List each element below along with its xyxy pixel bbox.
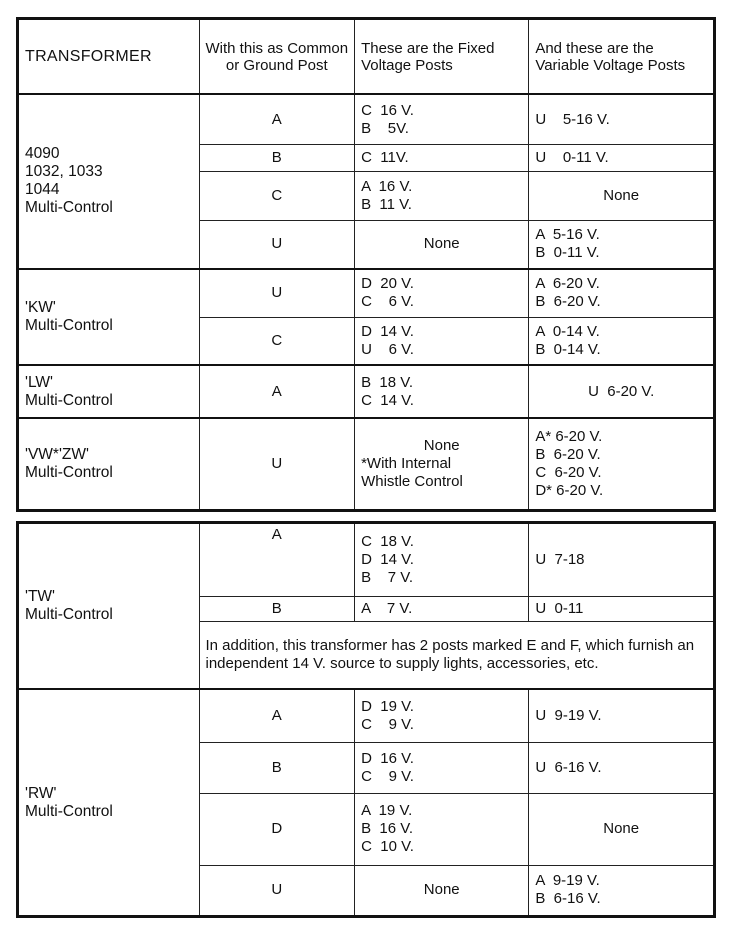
header-transformer: TRANSFORMER bbox=[18, 19, 200, 95]
table-row bbox=[18, 365, 715, 418]
transformer-name: 'VW*'ZW' Multi-Control bbox=[18, 418, 200, 511]
fixed-posts: None bbox=[355, 220, 529, 268]
table-row bbox=[18, 269, 715, 317]
table-row bbox=[18, 689, 715, 742]
transformer-note: In addition, this transformer has 2 posts marked E and F, which furnish an independent 14 V. source to supply lights, accessories, etc. bbox=[199, 621, 715, 689]
fixed-posts: B 18 V. C 14 V. bbox=[355, 365, 529, 418]
common-post: U bbox=[199, 220, 355, 268]
variable-posts: A 0-14 V. B 0-14 V. bbox=[529, 317, 715, 365]
common-post: U bbox=[199, 865, 355, 916]
variable-posts: A* 6-20 V. B 6-20 V. C 6-20 V. D* 6-20 V. bbox=[529, 418, 715, 511]
common-post: A bbox=[199, 689, 355, 742]
transformer-name: 'RW' Multi-Control bbox=[18, 689, 200, 916]
common-post: C bbox=[199, 317, 355, 365]
common-post: C bbox=[199, 172, 355, 220]
variable-posts: None bbox=[529, 172, 715, 220]
header-row bbox=[18, 19, 715, 95]
fixed-posts: None *With Internal Whistle Control bbox=[355, 418, 529, 511]
fixed-posts: D 14 V. U 6 V. bbox=[355, 317, 529, 365]
variable-posts: U 0-11 V. bbox=[529, 145, 715, 172]
common-post: B bbox=[199, 742, 355, 793]
fixed-posts: D 20 V. C 6 V. bbox=[355, 269, 529, 317]
variable-posts: U 7-18 bbox=[529, 523, 715, 597]
variable-posts: A 6-20 V. B 6-20 V. bbox=[529, 269, 715, 317]
fixed-posts: A 16 V. B 11 V. bbox=[355, 172, 529, 220]
common-post: U bbox=[199, 418, 355, 511]
common-post: U bbox=[199, 269, 355, 317]
common-post: A bbox=[199, 365, 355, 418]
fixed-posts: C 18 V. D 14 V. B 7 V. bbox=[355, 523, 529, 597]
variable-posts: U 6-16 V. bbox=[529, 742, 715, 793]
variable-posts: U 5-16 V. bbox=[529, 94, 715, 144]
variable-posts: U 6-20 V. bbox=[529, 365, 715, 418]
variable-posts: A 9-19 V. B 6-16 V. bbox=[529, 865, 715, 916]
fixed-posts: D 19 V. C 9 V. bbox=[355, 689, 529, 742]
transformer-name: 'LW' Multi-Control bbox=[18, 365, 200, 418]
voltage-table-upper bbox=[16, 17, 716, 512]
variable-posts: U 0-11 bbox=[529, 597, 715, 621]
table-row bbox=[18, 418, 715, 511]
fixed-posts: A 7 V. bbox=[355, 597, 529, 621]
common-post: A bbox=[199, 94, 355, 144]
common-post: D bbox=[199, 793, 355, 865]
fixed-posts: D 16 V. C 9 V. bbox=[355, 742, 529, 793]
variable-posts: A 5-16 V. B 0-11 V. bbox=[529, 220, 715, 268]
variable-posts: U 9-19 V. bbox=[529, 689, 715, 742]
fixed-posts: None bbox=[355, 865, 529, 916]
common-post: B bbox=[199, 597, 355, 621]
header-fixed-posts: These are the Fixed Voltage Posts bbox=[355, 19, 529, 95]
fixed-posts: C 16 V. B 5V. bbox=[355, 94, 529, 144]
header-variable-posts: And these are the Variable Voltage Posts bbox=[529, 19, 715, 95]
header-common-post: With this as Common or Ground Post bbox=[199, 19, 355, 95]
transformer-name: 'TW' Multi-Control bbox=[18, 523, 200, 690]
voltage-table-lower bbox=[16, 521, 716, 918]
table-row bbox=[18, 94, 715, 144]
fixed-posts: A 19 V. B 16 V. C 10 V. bbox=[355, 793, 529, 865]
common-post: A bbox=[199, 523, 355, 597]
common-post: B bbox=[199, 145, 355, 172]
transformer-name: 'KW' Multi-Control bbox=[18, 269, 200, 366]
variable-posts: None bbox=[529, 793, 715, 865]
transformer-name: 4090 1032, 1033 1044 Multi-Control bbox=[18, 94, 200, 268]
table-row bbox=[18, 523, 715, 597]
fixed-posts: C 11V. bbox=[355, 145, 529, 172]
